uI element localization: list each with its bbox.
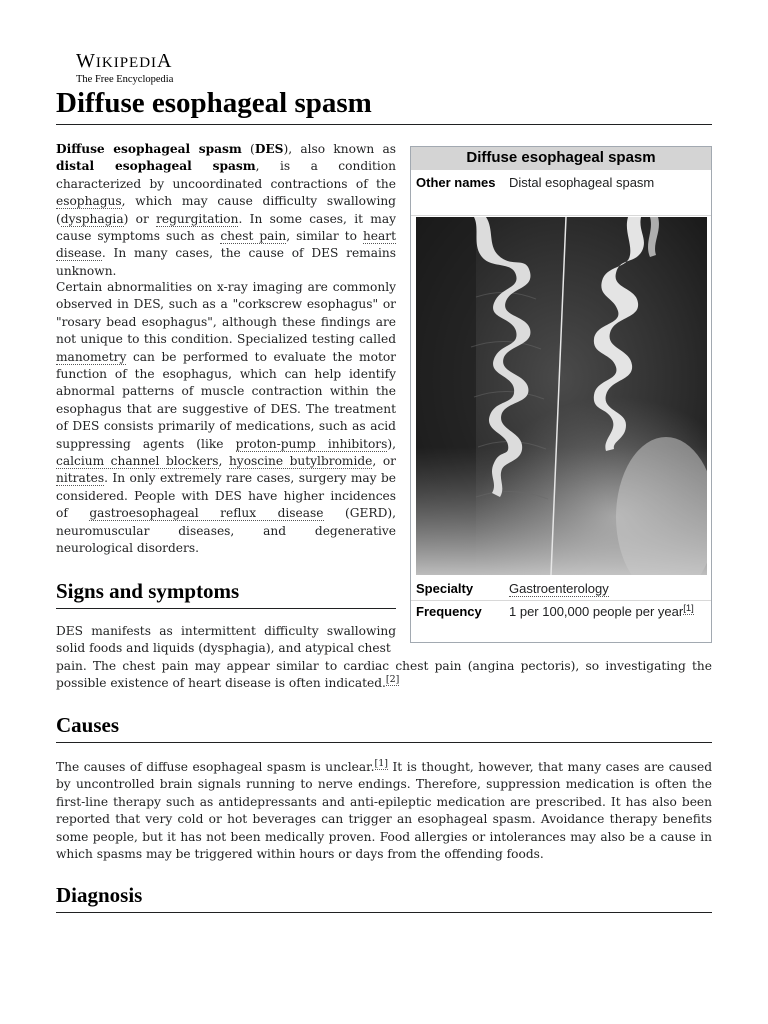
intro-paragraph-2	[56, 279, 396, 558]
xray-image[interactable]	[416, 217, 707, 575]
article-link[interactable]: heart disease	[56, 229, 396, 261]
text-run: , which may cause difficulty swallowing (	[56, 194, 396, 226]
text-run: pain. The chest pain may appear similar to cardiac chest pain (angina pectoris), so investigating the possible existence of heart disease is often indicated.	[56, 659, 712, 691]
text-run: ),	[387, 436, 396, 451]
text-run: ) or	[123, 211, 157, 226]
wikipedia-wordmark: WIKIPEDIA	[76, 50, 173, 72]
bold-term: DES	[254, 142, 284, 156]
bold-term: Diffuse esophageal spasm	[56, 142, 242, 156]
text-run: (	[241, 142, 255, 156]
article-link[interactable]: gastroesophageal reflux disease	[89, 506, 324, 521]
infobox-divider-2	[411, 600, 711, 601]
signs-paragraph-part-2	[56, 658, 712, 693]
text-run: DES manifests as intermittent difficulty swallowing solid foods and liquids (dysphagia), and atypical chest	[56, 624, 396, 656]
infobox-label-other-names: Other names	[416, 175, 496, 190]
infobox-label-specialty: Specialty	[416, 581, 474, 596]
intro-paragraph-1	[56, 141, 396, 280]
wikipedia-tagline: The Free Encyclopedia	[76, 74, 174, 85]
text-run: ,	[218, 454, 229, 469]
wikipedia-logo[interactable]	[76, 50, 206, 86]
text-run: , or	[372, 454, 396, 469]
infobox-value-specialty[interactable]: Gastroenterology	[509, 581, 609, 596]
article-link[interactable]: regurgitation	[156, 211, 239, 226]
heading-diagnosis: Diagnosis	[56, 881, 712, 913]
infobox-title: Diffuse esophageal spasm	[411, 147, 711, 170]
article-link[interactable]: esophagus	[56, 194, 122, 209]
text-run: , similar to	[286, 229, 363, 244]
article-link[interactable]: manometry	[56, 349, 127, 364]
text-run: . In some cases, it may cause symptoms such as	[56, 211, 396, 244]
article-link[interactable]: nitrates	[56, 471, 105, 486]
article-link[interactable]: chest pain	[220, 229, 287, 244]
causes-paragraph	[56, 759, 712, 863]
text-run: Certain abnormalities on x-ray imaging are commonly observed in DES, such as a "corkscrew esophagus" or "rosary bead esophagus", although these findings are not unique to this condition. Specialized testing called	[56, 280, 396, 347]
text-run: (GERD), neuromuscular diseases, and degenerative neurological disorders.	[56, 506, 396, 556]
signs-paragraph-part-1	[56, 623, 396, 658]
infobox-value-other-names: Distal esophageal spasm	[509, 175, 655, 190]
infobox-label-frequency: Frequency	[416, 604, 482, 619]
text-run: It is thought, however, that many cases are caused by uncontrolled brain signals running to nerve endings. Therefore, suppression medication is often the first-line therapy such as antidepressants and anti-epileptic medication are prescribed. It has also been reported that very cold or hot beverages can trigger an esophageal spasm. Avoidance therapy benefits some people, but it has not been medically proven. Food allergies or intolerances may also be a cause in which spasms may be triggered within hours or days from the offending foods.	[56, 760, 712, 862]
page-title: Diffuse esophageal spasm	[56, 84, 712, 125]
text-run: . In many cases, the cause of DES remains unknown.	[56, 246, 396, 278]
infobox	[410, 146, 712, 643]
infobox-value-frequency: 1 per 100,000 people per year[1]	[509, 602, 694, 619]
text-run: . In only extremely rare cases, surgery may be considered. People with DES have higher incidences of	[56, 471, 396, 521]
article-link[interactable]: dysphagia	[60, 211, 124, 226]
citation-link[interactable]: [2]	[385, 674, 400, 686]
text-run: ), also known as	[283, 142, 396, 156]
text-run: , is a condition characterized by uncoordinated contractions of the	[56, 159, 396, 191]
bold-term: distal esophageal spasm	[56, 159, 256, 174]
text-run: The causes of diffuse esophageal spasm is unclear.	[56, 760, 375, 774]
citation-link[interactable]: [1]	[683, 602, 694, 614]
article-link[interactable]: calcium channel blockers	[56, 454, 219, 469]
heading-signs-and-symptoms: Signs and symptoms	[56, 577, 396, 609]
citation-link[interactable]: [1]	[374, 757, 388, 769]
heading-causes: Causes	[56, 711, 712, 743]
infobox-divider	[411, 215, 711, 216]
text-run: can be performed to evaluate the motor function of the esophagus, which can help identify abnormal patterns of muscle contraction within the esophagus that are suggestive of DES. The treatment of DES consists primarily of medications, such as acid suppressing agents (like	[56, 349, 396, 451]
article-link[interactable]: hyoscine butylbromide	[228, 454, 373, 469]
article-link[interactable]: proton-pump inhibitors	[235, 436, 388, 451]
